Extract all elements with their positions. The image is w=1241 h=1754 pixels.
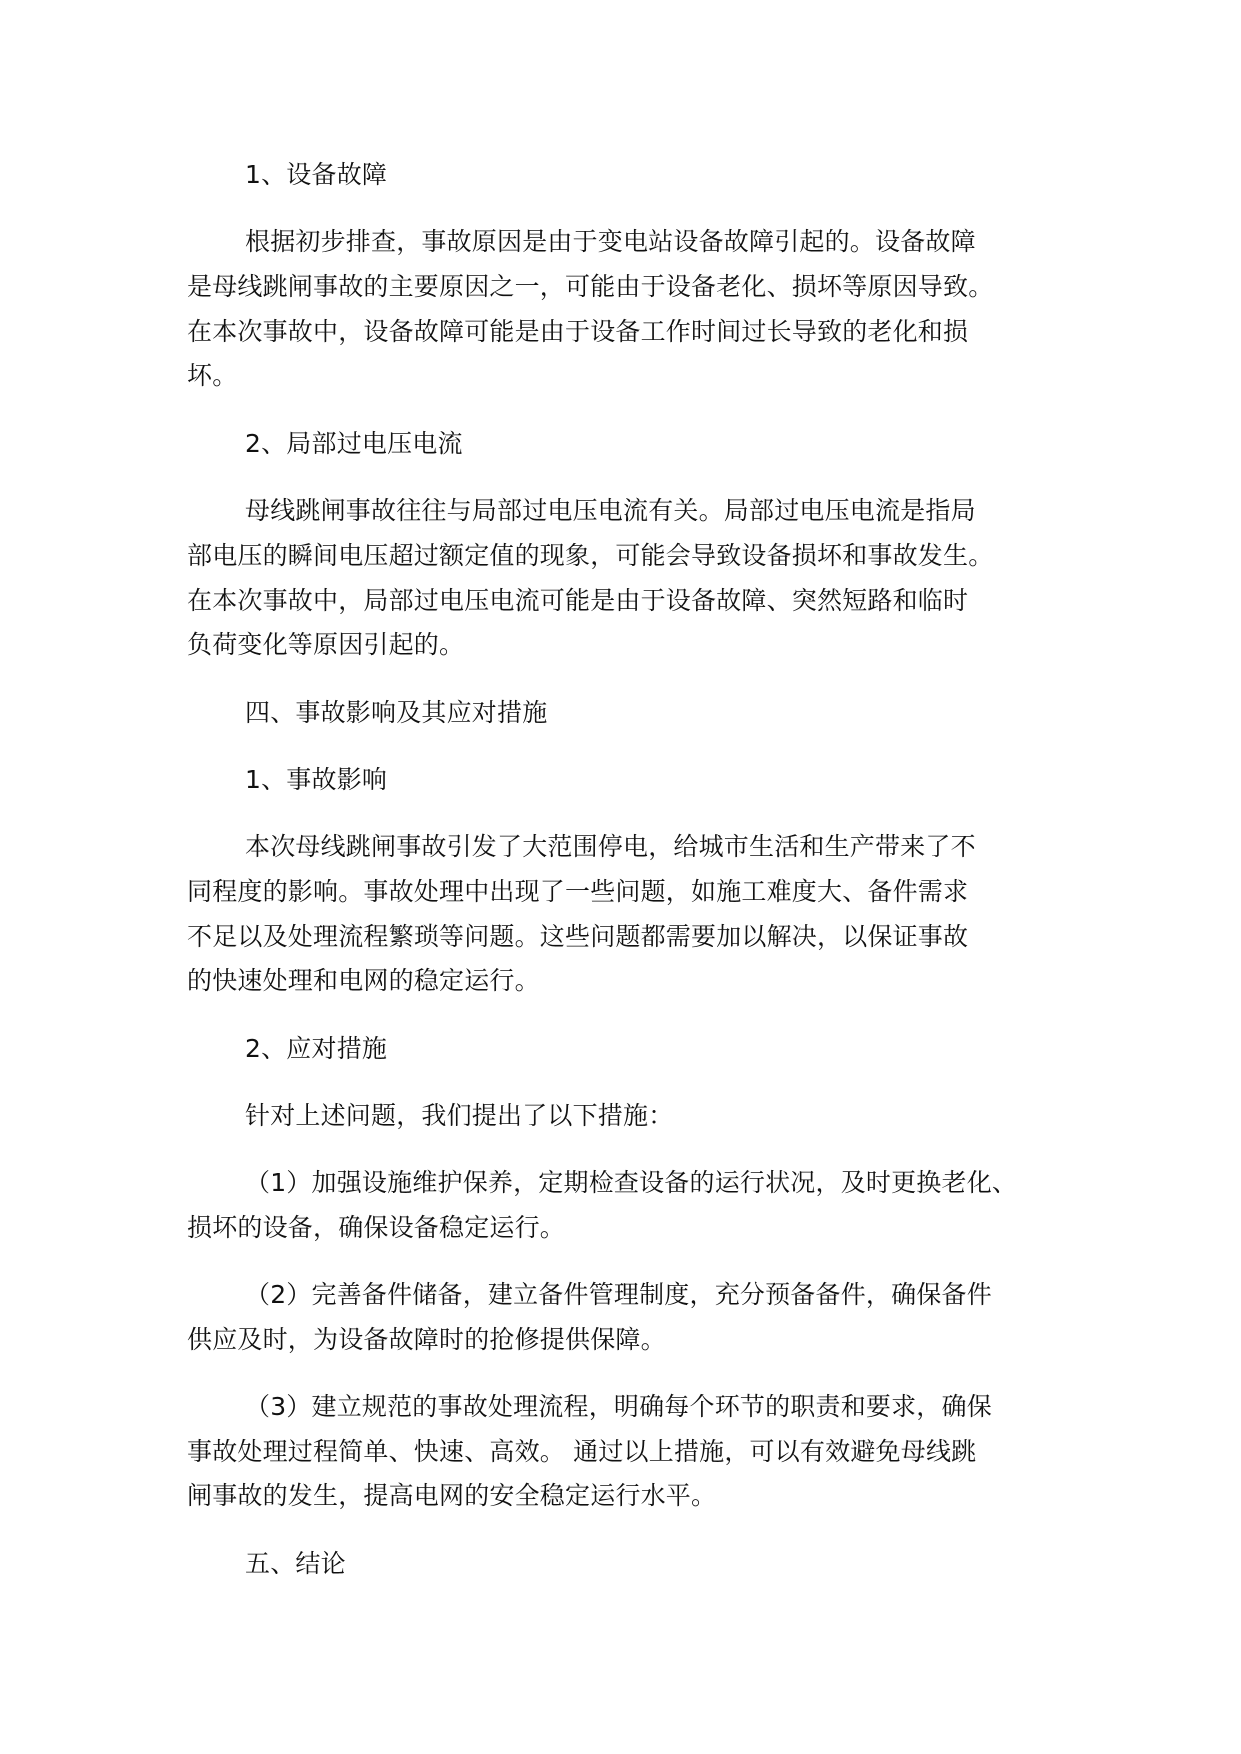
list-item-line: 闸事故的发生，提高电网的安全稳定运行水平。: [187, 1481, 717, 1510]
paragraph-line: 是母线跳闸事故的主要原因之一，可能由于设备老化、损坏等原因导致。: [187, 272, 994, 301]
paragraph-line: 部电压的瞬间电压超过额定值的现象，可能会导致设备损坏和事故发生。: [187, 541, 994, 570]
list-item-line: （1）加强设施维护保养，定期检查设备的运行状况，及时更换老化、: [245, 1168, 1018, 1197]
list-item-line: 事故处理过程简单、快速、高效。 通过以上措施，可以有效避免母线跳: [187, 1437, 977, 1466]
paragraph-line: 在本次事故中，局部过电压电流可能是由于设备故障、突然短路和临时: [187, 586, 969, 615]
paragraph-line: 坏。: [187, 361, 238, 390]
list-item-line: （3）建立规范的事故处理流程，明确每个环节的职责和要求，确保: [245, 1392, 992, 1421]
section-heading-impact-measures: 四、事故影响及其应对措施: [245, 698, 548, 727]
list-item-line: 损坏的设备，确保设备稳定运行。: [187, 1213, 566, 1242]
paragraph-line: 针对上述问题，我们提出了以下措施：: [245, 1101, 674, 1130]
heading-accident-impact: 1、事故影响: [245, 765, 388, 794]
paragraph-line: 本次母线跳闸事故引发了大范围停电，给城市生活和生产带来了不: [245, 832, 976, 861]
heading-local-overvoltage: 2、局部过电压电流: [245, 429, 463, 458]
paragraph-line: 在本次事故中，设备故障可能是由于设备工作时间过长导致的老化和损: [187, 317, 969, 346]
list-item-line: 供应及时，为设备故障时的抢修提供保障。: [187, 1325, 666, 1354]
paragraph-line: 不足以及处理流程繁琐等问题。这些问题都需要加以解决，以保证事故: [187, 922, 969, 951]
heading-countermeasures: 2、应对措施: [245, 1034, 388, 1063]
section-heading-conclusion: 五、结论: [245, 1549, 346, 1578]
paragraph-line: 根据初步排查，事故原因是由于变电站设备故障引起的。设备故障: [245, 227, 976, 256]
paragraph-line: 负荷变化等原因引起的。: [187, 630, 465, 659]
heading-equipment-failure: 1、设备故障: [245, 160, 388, 189]
paragraph-line: 的快速处理和电网的稳定运行。: [187, 966, 540, 995]
list-item-line: （2）完善备件储备，建立备件管理制度，充分预备备件，确保备件: [245, 1280, 992, 1309]
paragraph-line: 母线跳闸事故往往与局部过电压电流有关。局部过电压电流是指局: [245, 496, 976, 525]
paragraph-line: 同程度的影响。事故处理中出现了一些问题，如施工难度大、备件需求: [187, 877, 969, 906]
